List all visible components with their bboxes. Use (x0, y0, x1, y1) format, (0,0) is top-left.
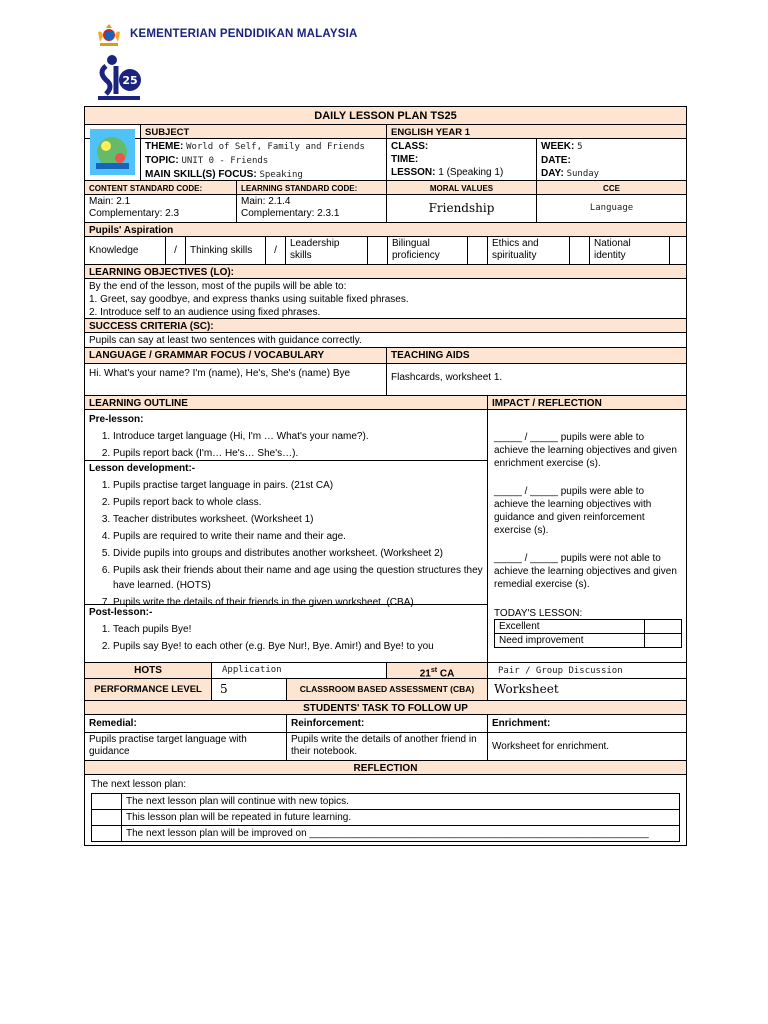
next-2-check[interactable] (92, 810, 122, 826)
todays-excellent-check[interactable] (645, 620, 682, 634)
aspiration-knowledge: Knowledge (89, 245, 139, 256)
lsc-main: Main: 2.1.4 (241, 196, 291, 207)
dev-list (85, 477, 487, 613)
cce-value: Language (536, 195, 686, 223)
next-1: The next lesson plan will continue with new topics. (122, 794, 680, 810)
lesson-value: 1 (Speaking 1) (438, 167, 504, 178)
skill-value: Speaking (259, 170, 303, 180)
pre-item-1: 1. Introduce target language (Hi, I'm … What's your name?). (113, 429, 483, 444)
outline-label: LEARNING OUTLINE (89, 398, 188, 409)
crest-icon (94, 22, 124, 48)
impact-1: _____ / _____ pupils were able to achieve the learning objectives and given enrichment exercise (s). (494, 432, 677, 469)
task-label: STUDENTS' TASK TO FOLLOW UP (303, 703, 468, 714)
aspiration-bilingual: Bilingual proficiency (387, 237, 467, 265)
cba-label: CLASSROOM BASED ASSESSMENT (CBA) (286, 679, 487, 700)
lsc-label: LEARNING STANDARD CODE: (236, 181, 386, 194)
aspiration-leadership-mark (367, 237, 387, 265)
subject-row (85, 125, 686, 139)
dev-item-2: 2. Pupils report back to whole class. (113, 495, 483, 510)
ca-value: Pair / Group Discussion (487, 663, 686, 678)
week-label: WEEK: (541, 141, 575, 152)
post-item-1: 1. Teach pupils Bye! (113, 622, 483, 637)
lsc-comp: Complementary: 2.3.1 (241, 208, 340, 219)
dev-item-1: 1. Pupils practise target language in pairs. (21st CA) (113, 478, 483, 493)
lo-text (85, 279, 686, 319)
aids-value: Flashcards, worksheet 1. (386, 364, 686, 396)
aspiration-header-row (85, 223, 686, 237)
dev-item-3: 3. Teacher distributes worksheet. (Worksheet 1) (113, 512, 483, 527)
lo-label: LEARNING OBJECTIVES (LO): (89, 267, 235, 278)
task-labels-row (85, 715, 686, 733)
theme-label: THEME: (145, 141, 184, 152)
todays-improve: Need improvement (495, 634, 645, 648)
csc-values (85, 195, 236, 223)
standards-value-row (85, 195, 686, 223)
csc-label: CONTENT STANDARD CODE: (89, 184, 203, 193)
lo-item-1: 1. Greet, say goodbye, and express thanks using suitable fixed phrases. (89, 294, 409, 305)
language-body (85, 364, 686, 396)
reinforce-value: Pupils write the details of another friend in their notebook. (286, 733, 487, 761)
aspiration-label: Pupils' Aspiration (89, 225, 174, 236)
impact-panel (487, 410, 686, 663)
subject-label: SUBJECT (140, 125, 386, 138)
details-left (140, 139, 386, 181)
perf-value: 5 (211, 679, 286, 700)
ca-label-text: CA (437, 668, 455, 678)
class-label: CLASS: (391, 141, 429, 152)
reflection-header-row (85, 761, 686, 775)
dev-item-4: 4. Pupils are required to write their name and their age. (113, 529, 483, 544)
task-values-row (85, 733, 686, 761)
cce-label: CCE (536, 181, 686, 194)
theme-value: World of Self, Family and Friends (186, 142, 365, 152)
post-label: Post-lesson:- (89, 607, 153, 618)
aids-label: TEACHING AIDS (386, 348, 686, 363)
next-3: The next lesson plan will be improved on _____________________________________________________________ (122, 826, 680, 842)
lsc-values (236, 195, 386, 223)
aspiration-ethics: Ethics and spirituality (487, 237, 569, 265)
aspiration-thinking: Thinking skills (185, 237, 265, 265)
hots-value: Application (211, 663, 386, 678)
sc-body (85, 333, 686, 348)
week-value: 5 (577, 142, 583, 152)
reflection-label: REFLECTION (353, 763, 418, 774)
post-item-2: 2. Pupils say Bye! to each other (e.g. Bye Nur!, Bye. Amir!) and Bye! to you (113, 639, 483, 654)
title-row (85, 107, 686, 125)
next-table (91, 793, 680, 842)
enrich-value: Worksheet for enrichment. (487, 733, 686, 761)
impact-label: IMPACT / REFLECTION (487, 396, 686, 409)
outline-left (85, 410, 487, 663)
aspiration-ethics-mark (569, 237, 589, 265)
hots-label: HOTS (85, 663, 211, 678)
topic-label: TOPIC: (145, 155, 179, 166)
next-label: The next lesson plan: (91, 779, 187, 790)
next-3-check[interactable] (92, 826, 122, 842)
lang-value: Hi. What's your name? I'm (name), He's, She's (name) Bye (89, 368, 351, 379)
lang-label: LANGUAGE / GRAMMAR FOCUS / VOCABULARY (89, 350, 325, 361)
csc-comp: Complementary: 2.3 (89, 208, 180, 219)
todays-improve-check[interactable] (645, 634, 682, 648)
topic-value: UNIT 0 - Friends (181, 156, 269, 166)
dev-item-5: 5. Divide pupils into groups and distributes another worksheet. (Worksheet 2) (113, 546, 483, 561)
reinforce-label: Reinforcement: (286, 715, 487, 732)
aspiration-row (85, 237, 686, 265)
impact-2: _____ / _____ pupils were able to achieve the learning objectives with guidance and given reinforcement exercise (s). (494, 486, 652, 536)
todays-excellent: Excellent (495, 620, 645, 634)
standards-header-row (85, 181, 686, 195)
ca-label (386, 663, 487, 678)
ca-label-sup: st (430, 667, 438, 674)
remedial-label: Remedial: (89, 718, 137, 729)
language-header-row (85, 348, 686, 364)
hots-row (85, 663, 686, 679)
lo-body (85, 279, 686, 319)
ca-label-num: 21 (419, 668, 431, 678)
aspiration-thinking-mark: / (265, 237, 285, 265)
enrich-label: Enrichment: (487, 715, 686, 732)
csc-main: Main: 2.1 (89, 196, 131, 207)
reflection-body (85, 775, 686, 845)
date-label: DATE: (541, 155, 571, 166)
outline-header-row (85, 396, 686, 410)
ministry-title: KEMENTERIAN PENDIDIKAN MALAYSIA (130, 28, 358, 40)
details-block (85, 139, 686, 181)
aspiration-national: National identity (589, 237, 669, 265)
pre-list (85, 428, 487, 464)
aspiration-leadership: Leadership skills (285, 237, 367, 265)
lo-intro: By the end of the lesson, most of the pupils will be able to: (89, 281, 347, 292)
subject-value: ENGLISH YEAR 1 (386, 125, 686, 138)
moral-label: MORAL VALUES (386, 181, 536, 194)
lo-header-row (85, 265, 686, 279)
dev-label: Lesson development:- (89, 463, 196, 474)
time-label: TIME: (391, 154, 419, 165)
next-2: This lesson plan will be repeated in future learning. (122, 810, 680, 826)
skill-label: MAIN SKILL(S) FOCUS: (145, 169, 257, 180)
pre-item-2: 2. Pupils report back (I'm… He's… She's…). (113, 446, 483, 461)
aspiration-bilingual-mark (467, 237, 487, 265)
aspiration-knowledge-mark: / (165, 237, 185, 265)
aspiration-national-mark (669, 237, 686, 265)
day-value: Sunday (566, 169, 600, 179)
sc-header-row (85, 319, 686, 333)
svg-text:25: 25 (122, 74, 138, 87)
next-1-check[interactable] (92, 794, 122, 810)
dev-item-7: 7. Pupils write the details of their friends in the given worksheet. (CBA) (113, 595, 483, 610)
todays-label: TODAY'S LESSON: (494, 608, 583, 619)
performance-row (85, 679, 686, 701)
todays-table (494, 619, 682, 648)
post-list (85, 621, 487, 657)
dev-item-6: 6. Pupils ask their friends about their name and age using the question structures they have learned. (HOTS) (113, 563, 483, 593)
day-label: DAY: (541, 168, 564, 179)
perf-label: PERFORMANCE LEVEL (85, 679, 211, 700)
sc-value: Pupils can say at least two sentences with guidance correctly. (89, 335, 362, 346)
lesson-plan-table (84, 106, 687, 846)
outline-body (85, 410, 686, 663)
task-header-row (85, 701, 686, 715)
ts25-logo-icon (94, 50, 144, 102)
details-middle (386, 139, 536, 181)
remedial-value: Pupils practise target language with guidance (89, 734, 247, 757)
impact-3: _____ / _____ pupils were not able to achieve the learning objectives and given remedial exercise (s). (494, 553, 677, 590)
details-right (536, 139, 686, 181)
cba-value: Worksheet (487, 679, 686, 700)
pre-label: Pre-lesson: (89, 414, 144, 425)
lo-item-2: 2. Introduce self to an audience using fixed phrases. (89, 307, 321, 318)
sc-label: SUCCESS CRITERIA (SC): (89, 321, 214, 332)
plan-title: DAILY LESSON PLAN TS25 (314, 110, 457, 122)
lesson-label: LESSON: (391, 167, 436, 178)
moral-value: Friendship (386, 195, 536, 223)
